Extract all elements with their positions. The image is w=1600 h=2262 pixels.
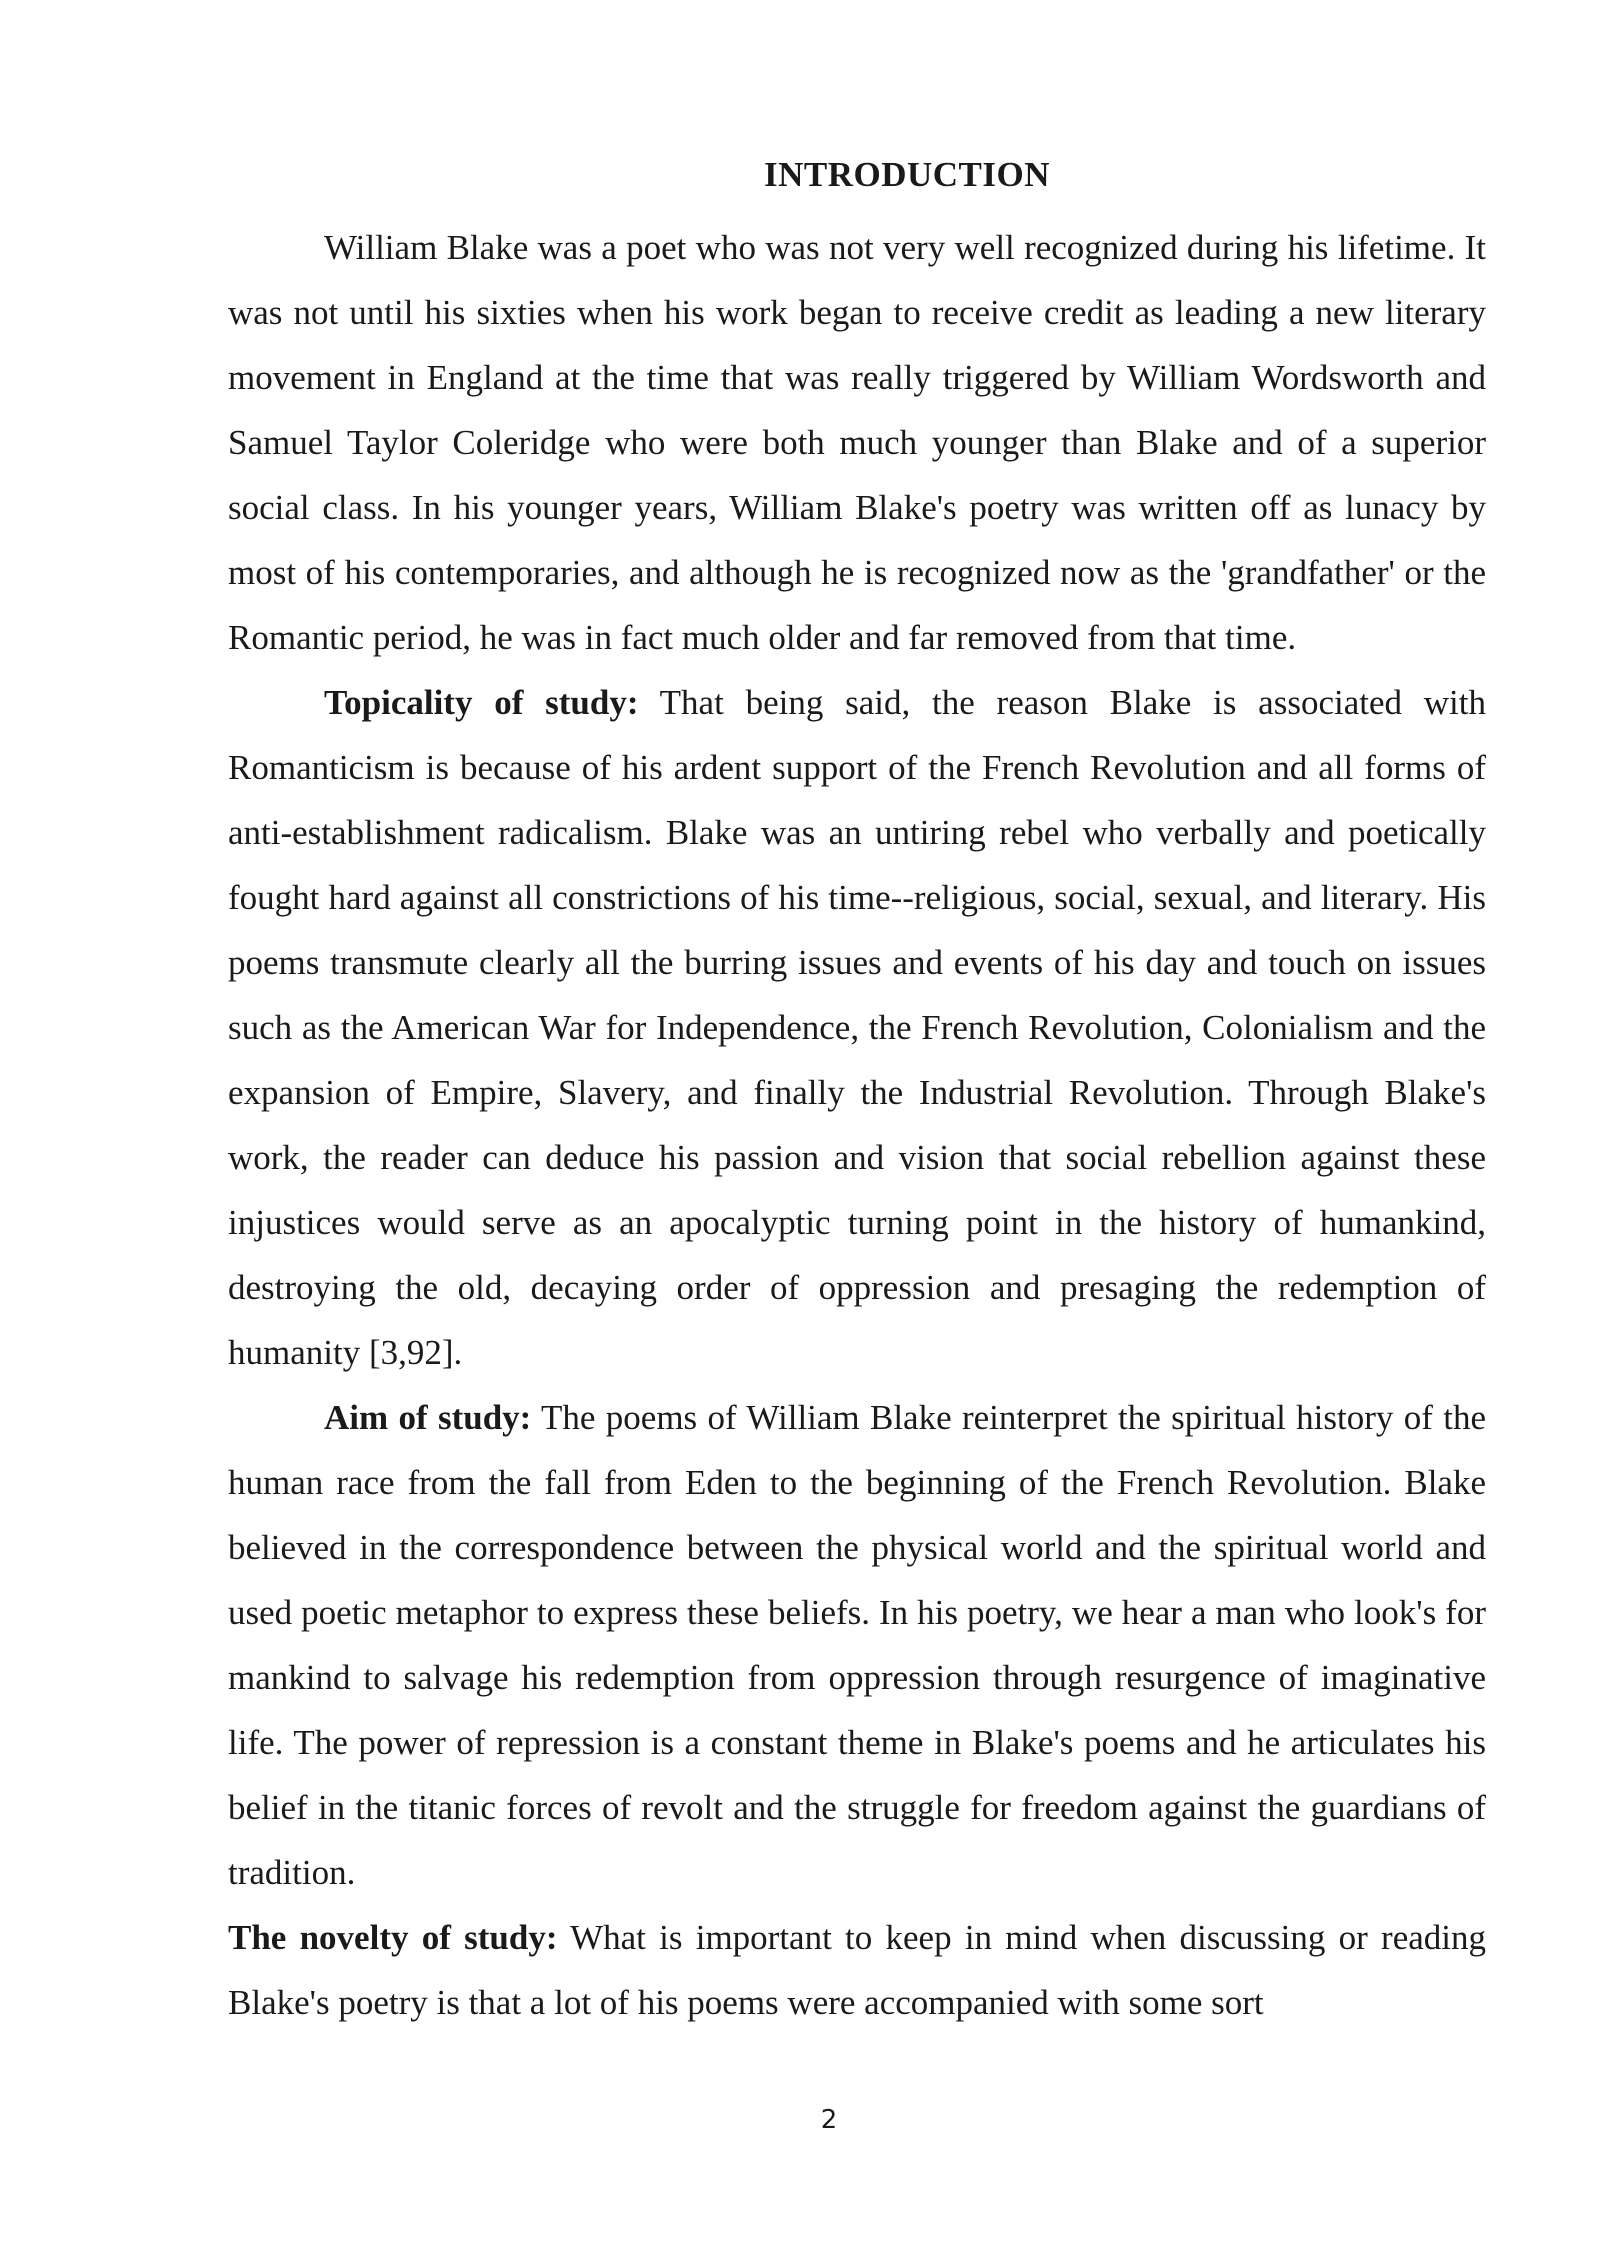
paragraph-text: That being said, the reason Blake is associated with Romanticism is because of his ardent support of the French Revolution and all forms of anti-establishment radicalism. Blake was an untiring rebel who verbally and poetically fought hard against all constrictions of his time--religious, social, sexual, and literary. His poems transmute clearly all the burring issues and events of his day and touch on issues such as the American War for Independence, the French Revolution, Colonialism and the expansion of Empire, Slavery, and finally the Industrial Revolution. Through Blake's work, the reader can deduce his passion and vision that social rebellion against these injustices would serve as an apocalyptic turning point in the history of humankind, destroying the old, decaying order of oppression and presaging the redemption of humanity [3,92]. <box>228 683 1486 1372</box>
page-number: 2 <box>820 2105 838 2135</box>
document-page <box>228 150 1486 2035</box>
paragraph-novelty <box>228 1905 1486 2035</box>
paragraph-text: William Blake was a poet who was not very well recognized during his lifetime. It was not until his sixties when his work began to receive credit as leading a new literary movement in England at the time that was really triggered by William Wordsworth and Samuel Taylor Coleridge who were both much younger than Blake and of a superior social class. In his younger years, William Blake's poetry was written off as lunacy by most of his contemporaries, and although he is recognized now as the 'grandfather' or the Romantic period, he was in fact much older and far removed from that time. <box>228 228 1486 657</box>
paragraph-heading: Aim of study: <box>324 1398 532 1437</box>
paragraph-intro <box>228 215 1486 670</box>
paragraph-aim <box>228 1385 1486 1905</box>
paragraph-heading: The novelty of study: <box>228 1918 558 1957</box>
paragraph-topicality <box>228 670 1486 1385</box>
page-title: INTRODUCTION <box>763 155 1051 194</box>
paragraph-text: What is important to keep in mind when discussing or reading Blake's poetry is that a lot of his poems were accompanied with some sort <box>228 1918 1486 2022</box>
paragraph-text: The poems of William Blake reinterpret the spiritual history of the human race from the fall from Eden to the beginning of the French Revolution. Blake believed in the correspondence between the physical world and the spiritual world and used poetic metaphor to express these beliefs. In his poetry, we hear a man who look's for mankind to salvage his redemption from oppression through resurgence of imaginative life. The power of repression is a constant theme in Blake's poems and he articulates his belief in the titanic forces of revolt and the struggle for freedom against the guardians of tradition. <box>228 1398 1486 1892</box>
paragraph-heading: Topicality of study: <box>324 683 639 722</box>
